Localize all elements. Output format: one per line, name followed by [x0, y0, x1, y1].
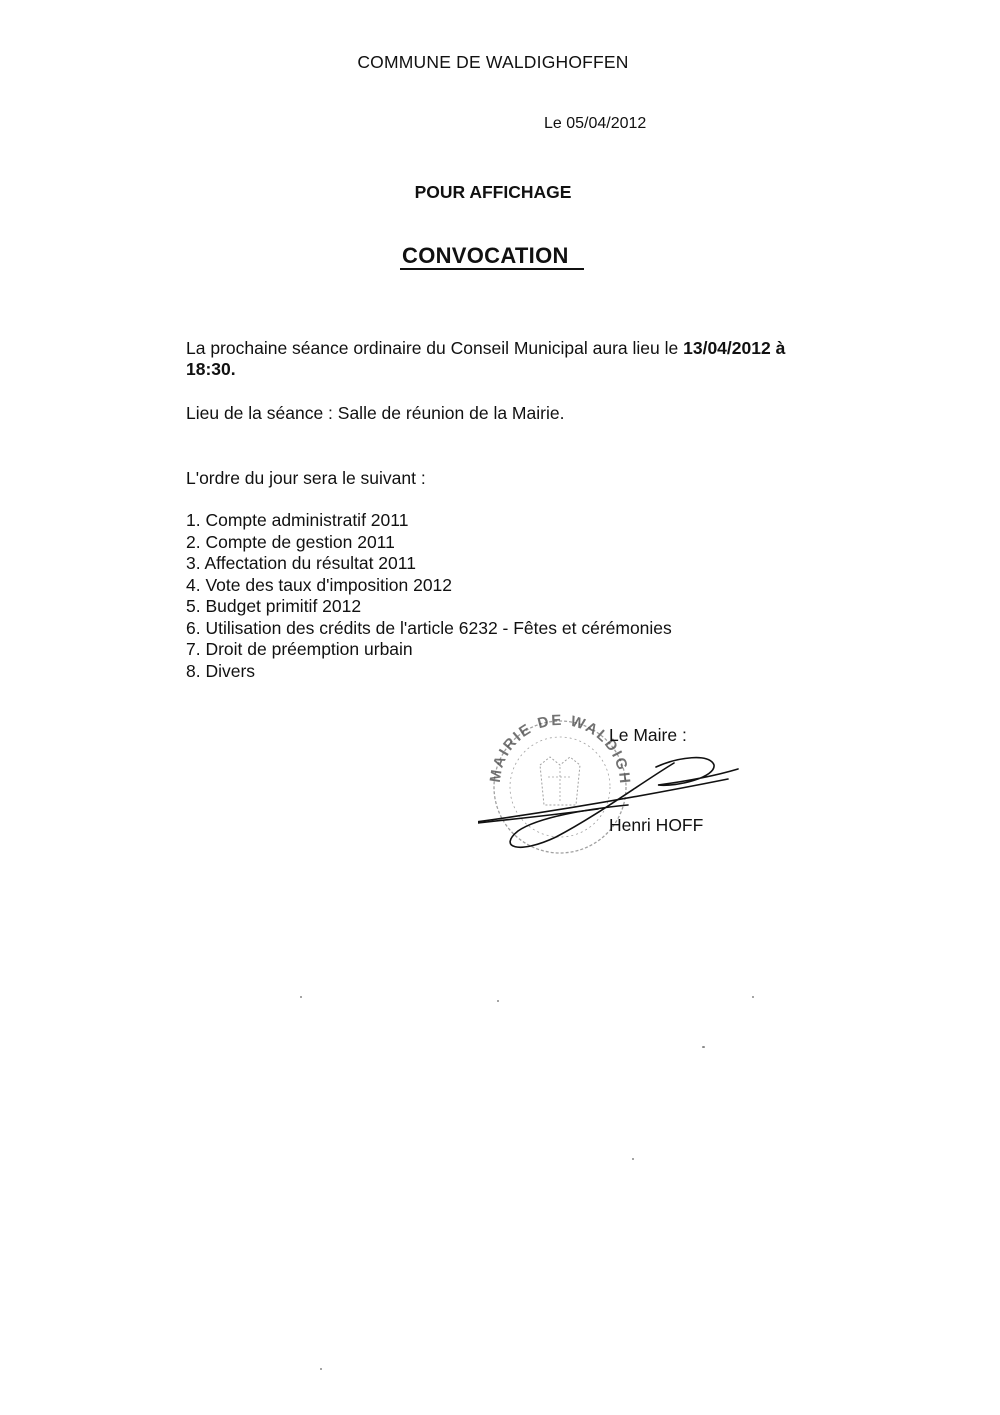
- agenda-list: [186, 510, 672, 682]
- scan-speck: [320, 1368, 322, 1370]
- agenda-item: 1. Compte administratif 2011: [186, 510, 409, 530]
- agenda-intro: L'ordre du jour sera le suivant :: [186, 468, 426, 488]
- title-underline: [400, 268, 584, 270]
- agenda-item: 3. Affectation du résultat 2011: [186, 553, 416, 573]
- scan-speck: [300, 996, 302, 998]
- meeting-date: 13/04/2012 à: [683, 338, 786, 358]
- affichage-label: POUR AFFICHAGE: [414, 182, 572, 202]
- scan-speck: [497, 1000, 499, 1002]
- document-date: Le 05/04/2012: [544, 115, 647, 132]
- agenda-item: 5. Budget primitif 2012: [186, 596, 362, 616]
- intro-text: La prochaine séance ordinaire du Conseil Municipal aura lieu le: [186, 338, 679, 358]
- scan-speck: [632, 1158, 634, 1160]
- meeting-location: Lieu de la séance : Salle de réunion de la Mairie.: [186, 403, 565, 423]
- signatory-role: Le Maire :: [609, 725, 687, 745]
- scan-speck: [752, 996, 754, 998]
- scan-speck: [702, 1046, 705, 1048]
- agenda-item: 2. Compte de gestion 2011: [186, 531, 395, 552]
- agenda-item: 7. Droit de préemption urbain: [186, 639, 413, 659]
- agenda-item: 4. Vote des taux d'imposition 2012: [186, 574, 453, 595]
- stamp-text: MAIRIE DE WALDIGH: [486, 711, 634, 786]
- agenda-item: 6. Utilisation des crédits de l'article 6232 - Fêtes et cérémonies: [186, 617, 672, 638]
- meeting-time: 18:30.: [186, 359, 236, 379]
- intro-paragraph: [186, 338, 785, 359]
- commune-name: COMMUNE DE WALDIGHOFFEN: [357, 52, 629, 72]
- agenda-item: 8. Divers: [186, 660, 256, 681]
- page-title: CONVOCATION: [402, 243, 569, 268]
- signatory-name: Henri HOFF: [609, 815, 704, 835]
